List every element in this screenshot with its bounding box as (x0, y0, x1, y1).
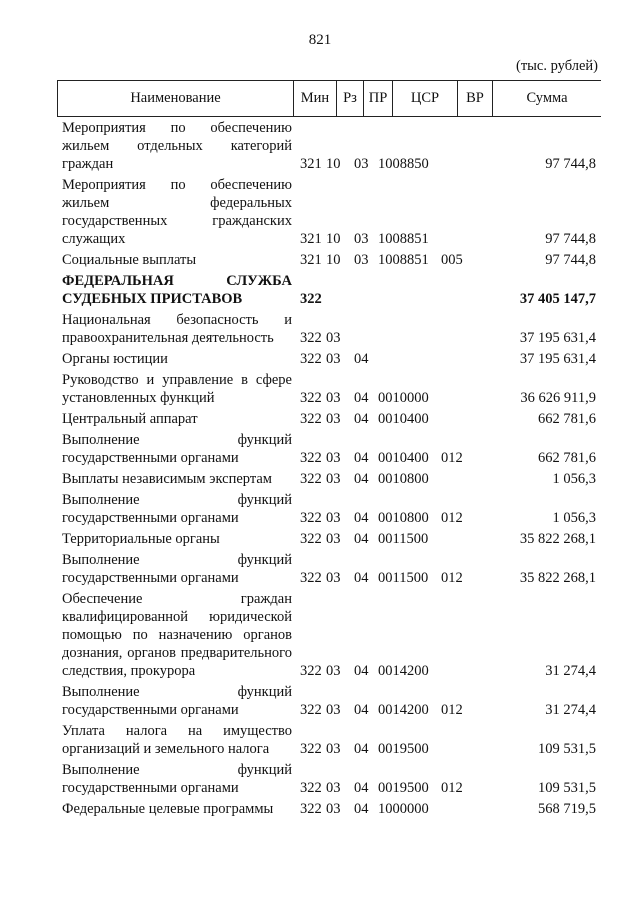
table-row (62, 371, 600, 407)
cell-sum: 31 274,4 (545, 702, 596, 718)
cell-min: 322 (300, 531, 322, 547)
table-row (62, 350, 600, 368)
table-row (62, 800, 600, 818)
header-rz: Рз (337, 81, 364, 116)
row-name: Центральный аппарат (62, 411, 198, 427)
row-name: ФЕДЕРАЛЬНАЯ СЛУЖБА СУДЕБНЫХ ПРИСТАВОВ (62, 273, 292, 307)
cell-csr: 0010400 (378, 411, 429, 427)
cell-sum: 109 531,5 (538, 780, 596, 796)
cell-csr: 0019500 (378, 741, 429, 757)
cell-pr: 04 (354, 531, 369, 547)
row-name: Уплата налога на имущество организаций и земельного налога (62, 723, 292, 757)
cell-min: 322 (300, 663, 322, 679)
row-name: Мероприятия по обеспечению жильем отдельных категорий граждан (62, 120, 292, 172)
header-csr: ЦСР (393, 81, 458, 116)
cell-pr: 04 (354, 390, 369, 406)
table-body (62, 119, 600, 821)
cell-pr: 04 (354, 351, 369, 367)
table-row (62, 683, 600, 719)
cell-pr: 04 (354, 741, 369, 757)
cell-csr: 0019500 (378, 780, 429, 796)
cell-sum: 36 626 911,9 (520, 390, 596, 406)
row-name: Социальные выплаты (62, 252, 197, 268)
cell-rz: 03 (326, 330, 341, 346)
cell-min: 321 (300, 252, 322, 268)
row-name: Федеральные целевые программы (62, 801, 274, 817)
cell-rz: 03 (326, 663, 341, 679)
page-number: 821 (308, 32, 332, 48)
cell-rz: 03 (326, 471, 341, 487)
cell-vr: 012 (441, 702, 463, 718)
cell-sum: 662 781,6 (538, 450, 596, 466)
cell-csr: 1008851 (378, 231, 429, 247)
cell-min: 321 (300, 231, 322, 247)
table-header (57, 80, 601, 117)
cell-sum: 35 822 268,1 (519, 570, 596, 586)
cell-csr: 0010000 (378, 390, 429, 406)
cell-csr: 1008850 (378, 156, 429, 172)
row-name: Руководство и управление в сфере установленных функций (62, 372, 292, 406)
cell-rz: 03 (326, 801, 341, 817)
cell-pr: 03 (354, 252, 369, 268)
header-name: Наименование (58, 81, 294, 116)
cell-pr: 03 (354, 231, 369, 247)
cell-sum: 97 744,8 (545, 231, 596, 247)
cell-min: 322 (300, 390, 322, 406)
cell-min: 322 (300, 471, 322, 487)
table-row (62, 272, 600, 308)
cell-csr: 0014200 (378, 663, 429, 679)
row-name: Территориальные органы (62, 531, 220, 547)
cell-pr: 04 (354, 510, 369, 526)
cell-pr: 04 (354, 411, 369, 427)
table-row (62, 119, 600, 173)
table-row (62, 491, 600, 527)
cell-csr: 0010800 (378, 471, 429, 487)
cell-rz: 03 (326, 351, 341, 367)
table-row (62, 530, 600, 548)
cell-pr: 04 (354, 702, 369, 718)
cell-vr: 012 (441, 780, 463, 796)
cell-rz: 03 (326, 702, 341, 718)
cell-sum: 31 274,4 (545, 663, 596, 679)
cell-rz: 10 (326, 231, 341, 247)
cell-sum: 37 195 631,4 (519, 330, 596, 346)
cell-sum: 662 781,6 (538, 411, 596, 427)
row-name: Национальная безопасность и правоохранительная деятельность (62, 312, 292, 346)
cell-pr: 04 (354, 801, 369, 817)
cell-csr: 0010800 (378, 510, 429, 526)
cell-min: 322 (300, 510, 322, 526)
cell-min: 322 (300, 450, 322, 466)
table-row (62, 311, 600, 347)
cell-rz: 03 (326, 570, 341, 586)
table-row (62, 551, 600, 587)
cell-pr: 03 (354, 156, 369, 172)
cell-rz: 03 (326, 780, 341, 796)
cell-pr: 04 (354, 450, 369, 466)
row-name: Выполнение функций государственными органами (62, 552, 292, 586)
cell-csr: 1008851 (378, 252, 429, 268)
cell-sum: 1 056,3 (552, 471, 596, 487)
cell-min: 321 (300, 156, 322, 172)
table-row (62, 431, 600, 467)
header-pr: ПР (364, 81, 393, 116)
cell-sum: 1 056,3 (552, 510, 596, 526)
table-row (62, 722, 600, 758)
cell-rz: 03 (326, 510, 341, 526)
row-name: Выполнение функций государственными органами (62, 684, 292, 718)
units-label: (тыс. рублей) (516, 58, 598, 74)
cell-vr: 012 (441, 450, 463, 466)
cell-sum: 37 405 147,7 (519, 291, 596, 307)
cell-min: 322 (300, 330, 322, 346)
cell-min: 322 (300, 291, 322, 307)
row-name: Обеспечение граждан квалифицированной юридической помощью по назначению органов дознания, органов предварительного следствия, прокурора (62, 591, 292, 679)
cell-pr: 04 (354, 570, 369, 586)
cell-rz: 10 (326, 156, 341, 172)
table-row (62, 176, 600, 248)
cell-rz: 03 (326, 411, 341, 427)
row-name: Выплаты независимым экспертам (62, 471, 272, 487)
table-row (62, 590, 600, 680)
cell-rz: 03 (326, 450, 341, 466)
cell-sum: 97 744,8 (545, 156, 596, 172)
cell-min: 322 (300, 801, 322, 817)
cell-csr: 1000000 (378, 801, 429, 817)
table-row (62, 410, 600, 428)
header-vr: ВР (458, 81, 493, 116)
cell-csr: 0011500 (378, 531, 429, 547)
table-row (62, 761, 600, 797)
cell-pr: 04 (354, 780, 369, 796)
cell-pr: 04 (354, 471, 369, 487)
cell-sum: 35 822 268,1 (519, 531, 596, 547)
cell-vr: 012 (441, 570, 463, 586)
table-row (62, 251, 600, 269)
cell-sum: 37 195 631,4 (519, 351, 596, 367)
cell-rz: 10 (326, 252, 341, 268)
cell-csr: 0010400 (378, 450, 429, 466)
cell-rz: 03 (326, 741, 341, 757)
cell-min: 322 (300, 702, 322, 718)
cell-csr: 0011500 (378, 570, 429, 586)
cell-min: 322 (300, 570, 322, 586)
cell-vr: 012 (441, 510, 463, 526)
row-name: Мероприятия по обеспечению жильем федеральных государственных гражданских служащих (62, 177, 292, 247)
row-name: Органы юстиции (62, 351, 168, 367)
cell-rz: 03 (326, 390, 341, 406)
cell-rz: 03 (326, 531, 341, 547)
cell-sum: 97 744,8 (545, 252, 596, 268)
cell-min: 322 (300, 741, 322, 757)
row-name: Выполнение функций государственными органами (62, 432, 292, 466)
row-name: Выполнение функций государственными органами (62, 762, 292, 796)
row-name: Выполнение функций государственными органами (62, 492, 292, 526)
cell-pr: 04 (354, 663, 369, 679)
cell-min: 322 (300, 780, 322, 796)
cell-min: 322 (300, 351, 322, 367)
cell-sum: 109 531,5 (538, 741, 596, 757)
table-row (62, 470, 600, 488)
cell-sum: 568 719,5 (538, 801, 596, 817)
cell-vr: 005 (441, 252, 463, 268)
header-min: Мин (294, 81, 337, 116)
header-sum: Сумма (526, 90, 568, 106)
cell-csr: 0014200 (378, 702, 429, 718)
cell-min: 322 (300, 411, 322, 427)
